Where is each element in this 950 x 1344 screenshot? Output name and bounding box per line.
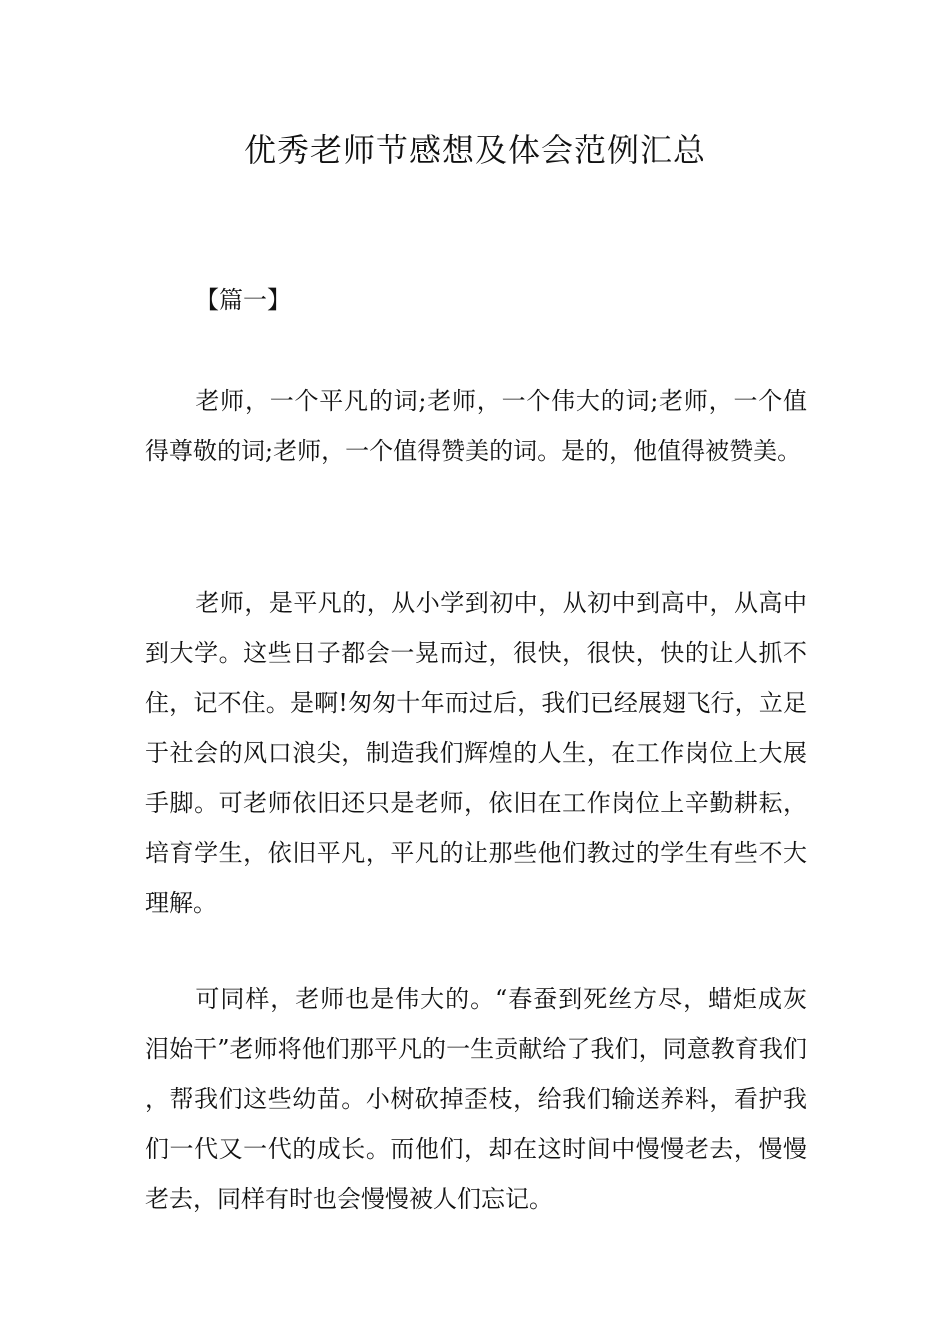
section-heading: 【篇一】 [195,286,291,314]
paragraph-3: 可同样，老师也是伟大的。“春蚕到死丝方尽，蜡炬成灰泪始干”老师将他们那平凡的一生贡献给了我们，同意教育我们，帮我们这些幼苗。小树砍掉歪枝，给我们输送养料，看护我们一代又一代的成长。而他们，却在这时间中慢慢老去，慢慢老去，同样有时也会慢慢被人们忘记。 [145,985,807,1213]
document-title: 优秀老师节感想及体会范例汇总 [243,131,706,169]
paragraph-2: 老师，是平凡的，从小学到初中，从初中到高中，从高中到大学。这些日子都会一晃而过，很快，很快，快的让人抓不住，记不住。是啊!匆匆十年而过后，我们已经展翅飞行，立足于社会的风口浪尖，制造我们辉煌的人生，在工作岗位上大展手脚。可老师依旧还只是老师，依旧在工作岗位上辛勤耕耘，培育学生，依旧平凡，平凡的让那些他们教过的学生有些不大理解。 [145,589,807,917]
paragraph-1: 老师，一个平凡的词;老师，一个伟大的词;老师，一个值得尊敬的词;老师，一个值得赞美的词。是的，他值得被赞美。 [145,387,807,465]
